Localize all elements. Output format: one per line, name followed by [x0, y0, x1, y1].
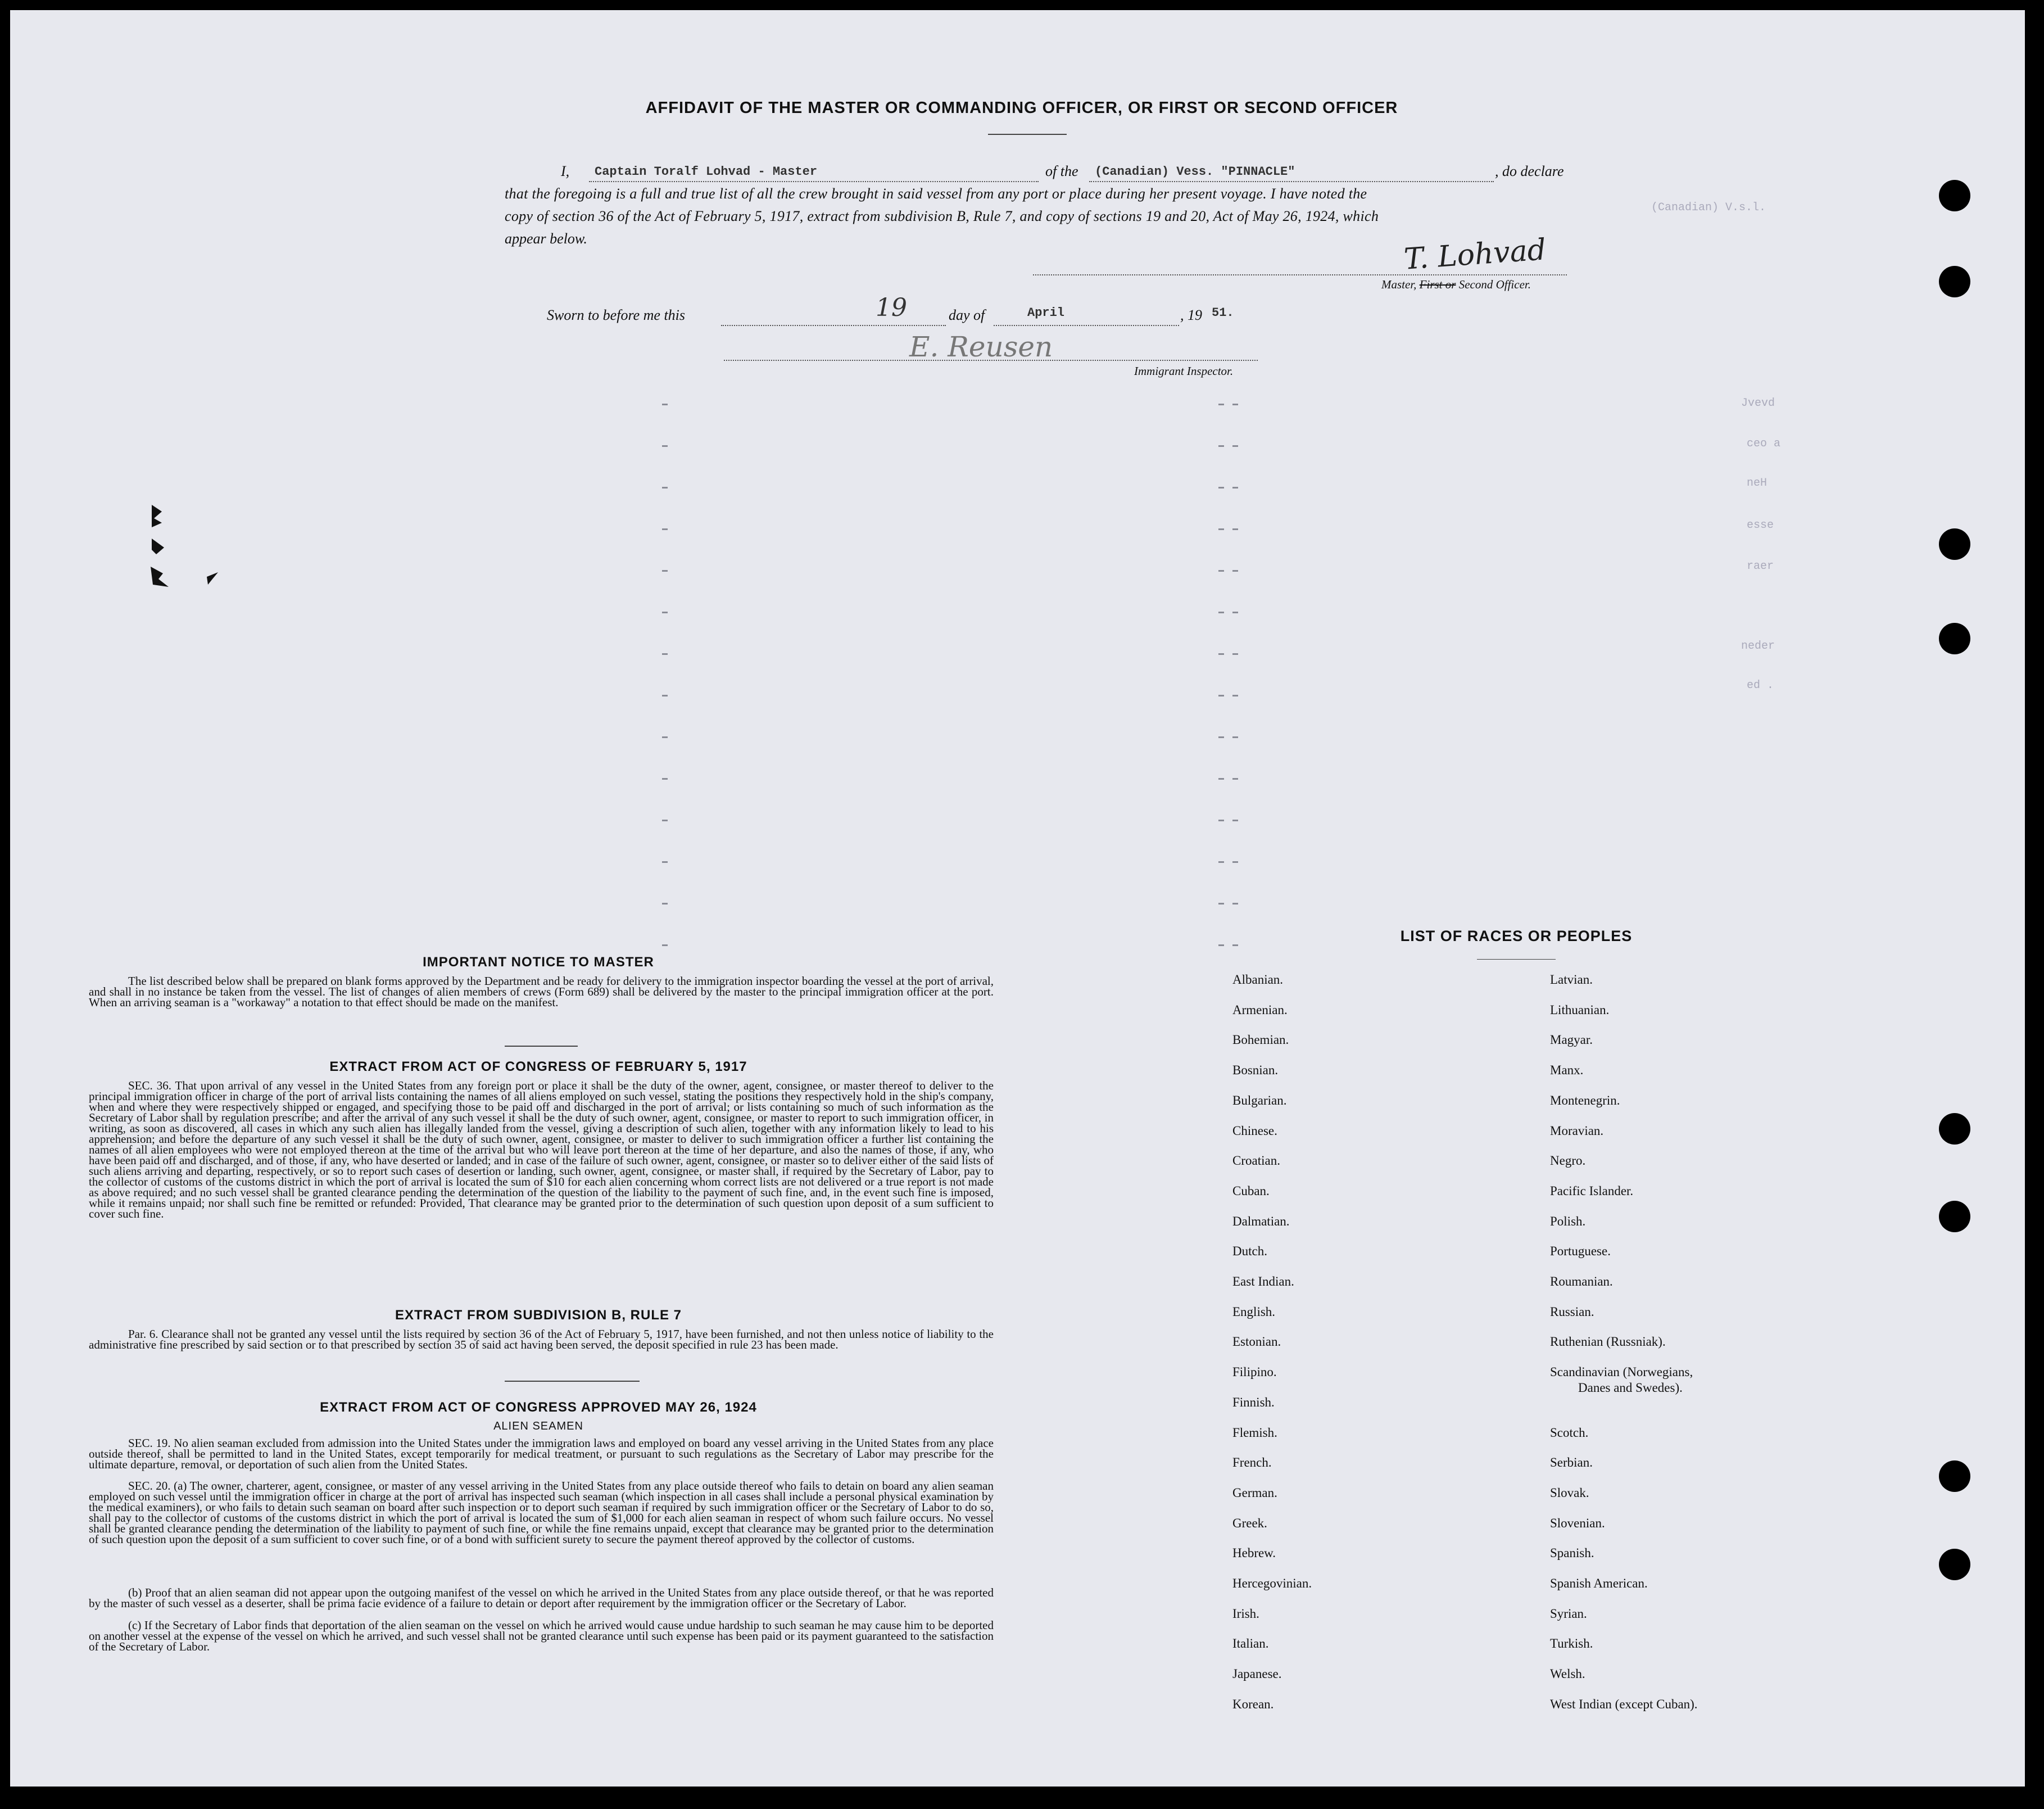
- document-page: [10, 10, 2025, 1787]
- form-tick: [1218, 820, 1224, 821]
- form-tick: [1232, 736, 1238, 738]
- bleed-text: neH: [1747, 477, 1767, 490]
- race-item: Greek.: [1232, 1516, 1267, 1530]
- form-tick: [1218, 778, 1224, 780]
- race-item: Finnish.: [1232, 1395, 1275, 1409]
- inspector-caption: Immigrant Inspector.: [1134, 364, 1234, 378]
- form-tick: [1232, 487, 1238, 489]
- punch-hole: [1939, 623, 1970, 654]
- form-tick: [662, 487, 668, 489]
- form-tick: [1232, 653, 1238, 655]
- form-tick: [662, 736, 668, 738]
- race-item: Montenegrin.: [1550, 1093, 1620, 1107]
- race-item: Slovenian.: [1550, 1516, 1605, 1530]
- races-title: LIST OF RACES OR PEOPLES: [1400, 928, 1633, 944]
- form-tick: [1232, 528, 1238, 530]
- inspector-signature: E. Reusen: [909, 331, 1053, 363]
- of-the-label: of the: [1045, 163, 1078, 179]
- race-item: Bosnian.: [1232, 1063, 1279, 1077]
- race-item: Bulgarian.: [1232, 1093, 1287, 1107]
- race-item: Korean.: [1232, 1697, 1274, 1711]
- race-item: Dalmatian.: [1232, 1214, 1290, 1228]
- form-tick: [1218, 445, 1224, 447]
- form-tick: [1218, 653, 1224, 655]
- form-tick: [662, 944, 668, 946]
- subdivisionB-divider: [505, 1381, 640, 1382]
- master-caption-master: Master,: [1381, 278, 1417, 291]
- extract1924-title: EXTRACT FROM ACT OF CONGRESS APPROVED MAY 26, 1924: [320, 1400, 757, 1415]
- form-tick: [662, 820, 668, 821]
- bleed-text: ed .: [1747, 679, 1774, 692]
- extract1924-sec20a: SEC. 20. (a) The owner, charterer, agent, consignee, or master of any vessel arriving in the United States from any place outside thereof who fails to detain on board any alien seaman employed on such vessel until the immigration officer in charge at the port of arrival has inspected such seaman (which inspection in all cases shall include a personal physical examination by the medical examiners), or who fails to detain such seaman on board after such inspection or to deport such seaman if required by such immigration officer or the Secretary of Labor to do so, shall pay to the collector of customs of the customs district in which the port of arrival is located the sum of $1,000 for each alien seaman in respect of whom such failure occurs. No vessel shall be granted clearance pending the determination of the liability to payment of such fine, or while the fine remains unpaid, except that clearance may be granted prior to the determination of such question upon the deposit of a sum sufficient to cover such fine, or of a bond with sufficient surety to secure the payment thereof approved by the collector of customs.: [89, 1479, 994, 1546]
- form-tick: [1218, 736, 1224, 738]
- extract1924-subtitle: ALIEN SEAMEN: [493, 1420, 583, 1432]
- form-tick: [662, 445, 668, 447]
- year-prefix: , 19: [1180, 307, 1202, 323]
- race-item: Latvian.: [1550, 973, 1593, 987]
- form-tick: [1232, 820, 1238, 821]
- race-item: Hebrew.: [1232, 1546, 1276, 1560]
- form-tick: [1218, 903, 1224, 904]
- day-of-label: day of: [949, 307, 985, 323]
- bleed-text: (Canadian) V.s.l.: [1651, 201, 1766, 214]
- form-tick: [1218, 570, 1224, 572]
- notice-title: IMPORTANT NOTICE TO MASTER: [423, 955, 654, 970]
- race-item: Spanish American.: [1550, 1576, 1648, 1590]
- punch-hole: [1939, 1549, 1970, 1580]
- bleed-text: neder: [1741, 640, 1775, 653]
- form-tick: [1218, 528, 1224, 530]
- declaration-line-4: appear below.: [505, 230, 587, 247]
- form-tick: [1218, 695, 1224, 697]
- form-tick: [662, 612, 668, 613]
- form-tick: [662, 778, 668, 780]
- form-tick: [1218, 944, 1224, 946]
- race-item: Danes and Swedes).: [1578, 1381, 1683, 1395]
- sworn-day-line: [721, 325, 946, 326]
- master-signature-line: [1033, 274, 1567, 275]
- race-item: Filipino.: [1232, 1365, 1277, 1379]
- punch-hole: [1939, 528, 1970, 560]
- extract1917-title: EXTRACT FROM ACT OF CONGRESS OF FEBRUARY 5, 1917: [329, 1059, 747, 1074]
- form-tick: [662, 695, 668, 697]
- race-item: Moravian.: [1550, 1124, 1604, 1138]
- punch-hole: [1939, 1113, 1970, 1145]
- race-item: Irish.: [1232, 1607, 1259, 1621]
- edge-marks: [139, 494, 241, 606]
- race-item: Scotch.: [1550, 1426, 1589, 1440]
- form-tick: [1218, 861, 1224, 863]
- bleed-text: Jvevd: [1741, 397, 1775, 410]
- notice-divider: [505, 1046, 578, 1047]
- race-item: German.: [1232, 1486, 1277, 1500]
- race-item: Chinese.: [1232, 1124, 1277, 1138]
- race-item: Flemish.: [1232, 1426, 1277, 1440]
- form-tick: [662, 404, 668, 405]
- form-tick: [1232, 861, 1238, 863]
- extract1924-sec20c: (c) If the Secretary of Labor finds that deportation of the alien seaman on the vessel on which he arrived would cause undue hardship to such seaman he may cause him to be deported on another vessel at the expense of the vessel on which he arrived, and such vessel shall not be granted clearance until such expense has been paid or its payment guaranteed to the satisfaction of the Secretary of Labor.: [89, 1618, 994, 1653]
- sworn-year: 51.: [1212, 306, 1234, 320]
- form-tick: [1232, 778, 1238, 780]
- race-item: Croatian.: [1232, 1154, 1280, 1168]
- master-signature: T. Lohvad: [1403, 233, 1547, 277]
- declaration-line-3: copy of section 36 of the Act of February 5, 1917, extract from subdivision B, Rule 7, and copy of sections 19 and 20, Act of May 26, 1924, which: [505, 208, 1379, 224]
- race-item: Russian.: [1550, 1305, 1594, 1319]
- race-item: Scandinavian (Norwegians,: [1550, 1365, 1693, 1379]
- punch-hole: [1939, 1201, 1970, 1232]
- form-tick: [662, 570, 668, 572]
- bleed-text: ceo a: [1747, 437, 1781, 450]
- title-divider: [988, 134, 1067, 135]
- form-tick: [1232, 695, 1238, 697]
- race-item: Turkish.: [1550, 1636, 1593, 1650]
- form-tick: [662, 903, 668, 904]
- form-tick: [1232, 944, 1238, 946]
- form-tick: [1218, 404, 1224, 405]
- race-item: Hercegovinian.: [1232, 1576, 1312, 1590]
- race-item: Polish.: [1550, 1214, 1586, 1228]
- declarant-name: Captain Toralf Lohvad - Master: [595, 165, 818, 179]
- race-item: Welsh.: [1550, 1667, 1585, 1681]
- races-divider: [1477, 959, 1556, 960]
- race-item: Negro.: [1550, 1154, 1586, 1168]
- master-caption: [1381, 278, 1531, 292]
- master-caption-officer: Second Officer.: [1458, 278, 1531, 291]
- race-item: Serbian.: [1550, 1455, 1593, 1469]
- form-tick: [662, 861, 668, 863]
- extract1924-sec19: SEC. 19. No alien seaman excluded from admission into the United States under the immigration laws and employed on board any vessel arriving in the United States from any place outside thereof, shall be permitted to land in the United States, except temporarily for medical treatment, or pursuant to such regulations as the Secretary of Labor may prescribe for the ultimate departure, removal, or deportation of such alien from the United States.: [89, 1436, 994, 1471]
- bleed-text: raer: [1747, 560, 1774, 573]
- form-tick: [662, 528, 668, 530]
- vessel-line: [1089, 181, 1494, 182]
- declarant-line: [589, 181, 1039, 182]
- subdivisionB-body: Par. 6. Clearance shall not be granted any vessel until the lists required by section 36 of the Act of February 5, 1917, have been furnished, and not then unless notice of liability to the administrative fine prescribed by said section or to that prescribed by section 35 of said act having been served, the deposit specified in rule 23 has been made.: [89, 1327, 994, 1351]
- extract1917-body: SEC. 36. That upon arrival of any vessel in the United States from any foreign port or place it shall be the duty of the owner, agent, consignee, or master thereof to deliver to the principal immigration officer in charge of the port of arrival lists containing the names of all aliens employed on such vessel, stating the positions they respectively hold in the ship's company, when and where they were respectively shipped or engaged, and specifying those to be paid off and discharged in the port of arrival; or lists containing so much of such information as the Secretary of Labor shall by regulation prescribe; and after the arrival of any such vessel it shall be the duty of such owner, agent, consignee, or master to report to such immigration officer, in writing, as soon as discovered, all cases in which any such alien has illegally landed from the vessel, giving a description of such alien, together with any information likely to lead to his apprehension; and before the departure of any such vessel it shall be the duty of such owner, agent, consignee, or master to deliver to such immigration officer a further list containing the names of all alien employees who were not employed thereon at the time of the arrival but who will leave port thereon at the time of her departure, and also the names of those, if any, who have been paid off and discharged, and of those, if any, who have deserted or landed; and in case of the failure of such owner, agent, consignee, or master so to deliver either of the said lists of such aliens arriving and departing, respectively, or so to report such cases of desertion or landing, such owner, agent, consignee, or master shall, if required by the Secretary of Labor, pay to the collector of customs of the customs district in which the port of arrival is located the sum of $10 for each alien concerning whom correct lists are not delivered or a true report is not made as above required; and no such vessel shall be granted clearance pending the determination of the question of the liability to the payment of such fine, and, in the event such fine is imposed, while it remains unpaid; nor shall such fine be remitted or refunded: Provided, That clearance may be granted prior to the determination of such question upon deposit of a sum sufficient to cover such fine.: [89, 1079, 994, 1220]
- punch-hole: [1939, 266, 1970, 297]
- race-item: Cuban.: [1232, 1184, 1270, 1198]
- race-item: Lithuanian.: [1550, 1003, 1610, 1017]
- declaration-line-2: that the foregoing is a full and true list of all the crew brought in said vessel from any port or place during her present voyage. I have noted the: [505, 186, 1367, 202]
- extract1924-sec20b: (b) Proof that an alien seaman did not appear upon the outgoing manifest of the vessel on which he arrived in the United States from any place outside thereof, or that he was reported by the master of such vessel as a deserter, shall be prima facie evidence of a failure to detain or deport after requirement by the immigration officer or the Secretary of Labor.: [89, 1586, 994, 1610]
- race-item: Spanish.: [1550, 1546, 1594, 1560]
- race-item: Italian.: [1232, 1636, 1269, 1650]
- bleed-text: esse: [1747, 519, 1774, 532]
- sworn-month-line: [994, 325, 1179, 326]
- vessel-name: (Canadian) Vess. "PINNACLE": [1095, 165, 1295, 179]
- form-tick: [1232, 570, 1238, 572]
- affidavit-title: AFFIDAVIT OF THE MASTER OR COMMANDING OFFICER, OR FIRST OR SECOND OFFICER: [645, 99, 1398, 117]
- race-item: Magyar.: [1550, 1033, 1593, 1047]
- sworn-day: 19: [876, 293, 907, 322]
- form-tick: [1218, 612, 1224, 613]
- race-item: Bohemian.: [1232, 1033, 1289, 1047]
- race-item: Syrian.: [1550, 1607, 1587, 1621]
- race-item: Slovak.: [1550, 1486, 1589, 1500]
- subdivisionB-title: EXTRACT FROM SUBDIVISION B, RULE 7: [395, 1308, 682, 1323]
- form-tick: [1232, 612, 1238, 613]
- form-tick: [662, 653, 668, 655]
- form-tick: [1232, 404, 1238, 405]
- i-label: I,: [561, 163, 570, 179]
- race-item: East Indian.: [1232, 1274, 1294, 1288]
- race-item: Albanian.: [1232, 973, 1284, 987]
- form-tick: [1232, 903, 1238, 904]
- form-tick: [1232, 445, 1238, 447]
- race-item: Ruthenian (Russniak).: [1550, 1335, 1666, 1349]
- master-caption-struck: First or: [1419, 278, 1456, 291]
- race-item: English.: [1232, 1305, 1276, 1319]
- race-item: Armenian.: [1232, 1003, 1288, 1017]
- do-declare-label: , do declare: [1495, 163, 1564, 179]
- race-item: Estonian.: [1232, 1335, 1281, 1349]
- form-tick: [1218, 487, 1224, 489]
- notice-body: The list described below shall be prepared on blank forms approved by the Department and be ready for delivery to the immigration inspector boarding the vessel at the port of arrival, and shall in no instance be taken from the vessel. The list of changes of alien members of crews (Form 689) shall be delivered by the master to the principal immigration officer at the port. When an arriving seaman is a "workaway" a notation to that effect should be made on the manifest.: [89, 974, 994, 1009]
- race-item: West Indian (except Cuban).: [1550, 1697, 1698, 1711]
- race-item: Portuguese.: [1550, 1244, 1611, 1258]
- sworn-month: April: [1027, 306, 1065, 320]
- race-item: Japanese.: [1232, 1667, 1282, 1681]
- sworn-label: Sworn to before me this: [547, 307, 686, 323]
- race-item: French.: [1232, 1455, 1272, 1469]
- race-item: Manx.: [1550, 1063, 1584, 1077]
- race-item: Dutch.: [1232, 1244, 1267, 1258]
- punch-hole: [1939, 180, 1970, 211]
- race-item: Pacific Islander.: [1550, 1184, 1634, 1198]
- punch-hole: [1939, 1460, 1970, 1492]
- race-item: Roumanian.: [1550, 1274, 1613, 1288]
